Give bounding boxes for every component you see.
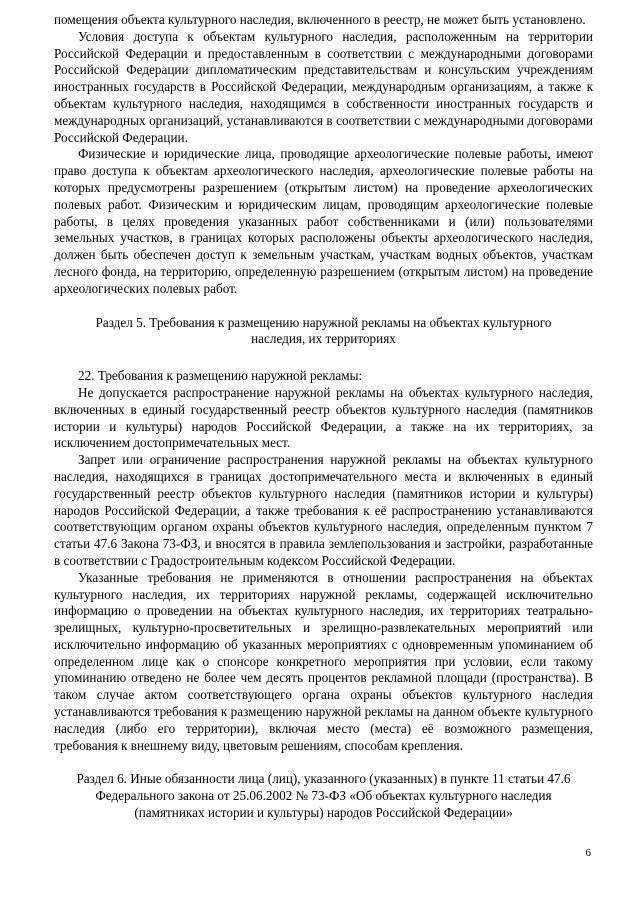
- paragraph-advertising-prohibition: Не допускается распространение наружной рекламы на объектах культурного наследия, включенных в единый государственный реестр объектов культурного наследия (памятников истории и культуры) народов Российской Федерации, а также на их территориях, за исключением достопримечательных мест.: [54, 384, 593, 451]
- section-5-heading-line-2: наследия, их территориях: [251, 331, 396, 347]
- paragraph-continuation: помещения объекта культурного наследия, включенного в реестр, не может быть установлено.: [54, 12, 586, 27]
- section-6-heading-line-1: Раздел 6. Иные обязанности лица (лиц), указанного (указанных) в пункте 11 статьи 47.6: [76, 771, 571, 787]
- section-5-heading-line-1: Раздел 5. Требования к размещению наружной рекламы на объектах культурного: [95, 314, 552, 330]
- page-number: 6: [585, 847, 591, 859]
- section-6-heading-line-3: (памятниках истории и культуры) народов Российской Федерации»: [134, 805, 513, 821]
- paragraph-diplomatic-access: Условия доступа к объектам культурного наследия, расположенным на территории Российской Федерации и предоставленным в соответствии с международными договорами Российской Федерации дипломатическим представительствам и консульским учреждениям иностранных государств в Российской Федерации, международным организациям, а также к объектам культурного наследия, находящимся в собственности иностранных государств и международных организаций, устанавливаются в соответствии с международными договорами Российской Федерации.: [54, 28, 593, 145]
- paragraph-advertising-exceptions: Указанные требования не применяются в отношении распространения на объектах культурного наследия, их территориях наружной рекламы, содержащей исключительно информацию о проведении на объектах культурного наследия, их территориях театрально-зрелищных, культурно-просветительных и зрелищно-развлекательных мероприятий или исключительно информацию об указанных мероприятиях с одновременным упоминанием об определенном лице как о спонсоре конкретного мероприятия при условии, если такому упоминанию отведено не более чем десять процентов рекламной площади (пространства). В таком случае актом соответствующего органа охраны объектов культурного наследия устанавливаются требования к размещению наружной рекламы на данном объекте культурного наследия (либо его территории), включая место (места) её возможного размещения, требования к внешнему виду, цветовым решениям, способам крепления.: [54, 569, 593, 753]
- section-5-heading: [54, 315, 593, 349]
- paragraph-advertising-restriction: Запрет или ограничение распространения наружной рекламы на объектах культурного наследия, находящихся в границах достопримечательного места и включенных в единый государственный реестр объектов культурного наследия (памятников истории и культуры) народов Российской Федерации, а также требования к её распространению устанавливаются соответствующим органом охраны объектов культурного наследия, определенным пунктом 7 статьи 47.6 Закона 73-ФЗ, и вносятся в правила землепользования и застройки, разработанные в соответствии с Градостроительным кодексом Российской Федерации.: [54, 452, 593, 568]
- paragraph-item-22: 22. Требования к размещению наружной рекламы:: [78, 368, 363, 384]
- section-6-heading: [54, 771, 593, 821]
- paragraph-archaeological-access: Физические и юридические лица, проводящие археологические полевые работы, имеют право доступа к объектам археологического наследия, археологические полевые работы на которых предусмотрены разрешением (открытым листом) на проведение археологических полевых работ. Физическим и юридическим лицам, проводящим археологические полевые работы, в целях проведения указанных работ собственниками и (или) пользователями земельных участков, в границах которых расположены объекты археологического наследия, должен быть обеспечен доступ к земельным участкам, участкам водных объектов, участкам лесного фонда, на территорию, определенную разрешением (открытым листом) на проведение археологических полевых работ.: [54, 146, 593, 296]
- section-6-heading-line-2: Федерального закона от 25.06.2002 № 73-ФЗ «Об объектах культурного наследия: [95, 788, 552, 804]
